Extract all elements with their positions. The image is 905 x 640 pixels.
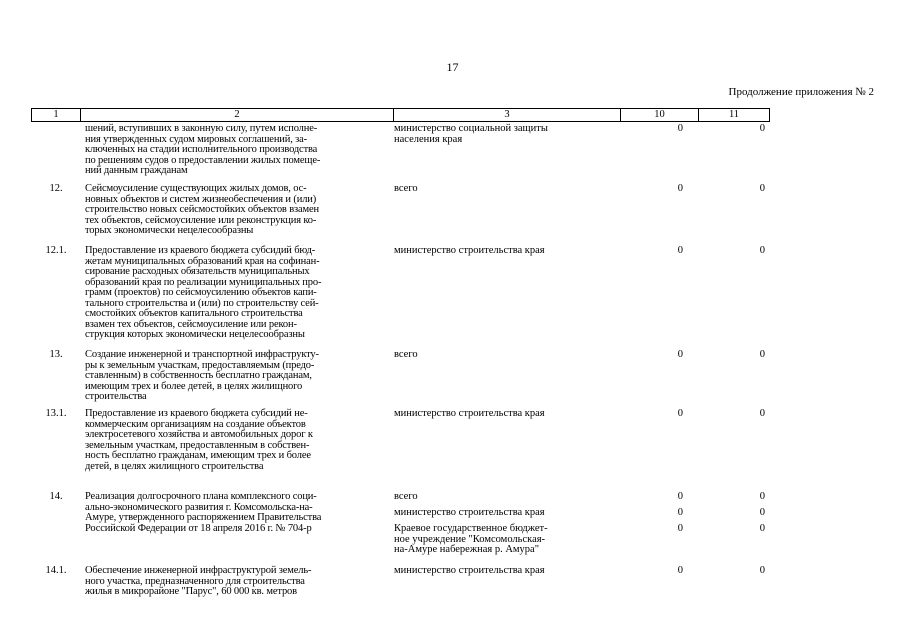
description-line: Предоставление из краевого бюджета субсидий бюд- [85,245,316,256]
description-line: Создание инженерной и транспортной инфраструкту- [85,349,319,360]
executor-line: министерство строительства края [394,245,545,256]
description-line: взамен тех объектов, сейсмоусиление или рекон- [85,318,297,330]
description-line: электросетевого хозяйства и автомобильных дорог к [85,429,313,440]
description-line: торых экономически нецелесообразны [85,225,254,236]
description-line: строительства [85,391,147,402]
description-line: ально-экономического развития г. Комсомольска-на- [85,501,313,513]
measure-description [85,492,385,534]
table-header [31,108,770,122]
executor-cell [394,246,594,257]
description-line: ключенных на стадии исполнительного производства [85,144,318,155]
measure-description [85,184,385,237]
value-col-10: 0 [677,245,683,256]
value-col-10: 0 [677,349,683,360]
description-line: ного участка, предназначенного для строительства [85,575,305,587]
description-line: шений, вступивших в законную силу, путем исполне- [85,123,318,134]
executor-line: Краевое государственное бюджет- [394,523,548,534]
header-col-11: 11 [728,109,740,120]
description-line: ставленным) в собственность бесплатно гражданам, [85,370,312,381]
description-line: по решениям судов о предоставлении жилых помеще- [85,154,321,166]
value-col-10: 0 [677,491,683,502]
description-line: коммерческим организациям на создание объектов [85,418,306,430]
description-line: земельным участкам, предоставленным в собствен- [85,439,310,451]
value-col-10: 0 [677,565,683,576]
header-col-2: 2 [81,109,394,121]
description-line: струкция которых экономически нецелесообразны [85,329,305,340]
description-line: Реализация долгосрочного плана комплексного соци- [85,491,317,502]
executor-line: населения края [394,133,463,145]
row-number: 14. [49,491,63,502]
description-line: новных объектов и систем жизнеобеспечения и (или) [85,193,317,205]
description-line: смостойких объектов капитального строительства [85,308,303,319]
executor-line: министерство социальной защиты [394,123,548,134]
value-col-10: 0 [677,507,683,518]
executor-cell [394,524,594,556]
value-col-11: 0 [759,245,765,256]
value-col-11: 0 [759,123,765,134]
description-line: образований края по реализации муниципальных про- [85,276,322,288]
executor-cell [394,566,594,577]
executor-cell [394,184,594,195]
executor-cell [394,508,594,519]
executor-cell [394,492,594,503]
description-line: ний данным гражданам [85,165,188,176]
description-line: Обеспечение инженерной инфраструктурой земель- [85,565,312,576]
measure-description [85,409,385,472]
description-line: Амуре, утвержденного распоряжением Правительства [85,512,322,523]
value-col-10: 0 [677,408,683,419]
executor-line: на-Амуре набережная р. Амура" [394,544,540,555]
description-line: Российской Федерации от 18 апреля 2016 г. № 704-р [85,522,312,534]
row-number: 13. [49,349,63,360]
description-line: жилья в микрорайоне "Парус", 60 000 кв. метров [85,586,297,597]
row-number: 12.1. [45,245,67,256]
value-col-11: 0 [759,349,765,360]
measure-description [85,124,385,177]
measure-description [85,566,385,598]
row-number: 14.1. [45,565,67,576]
value-col-11: 0 [759,491,765,502]
description-line: ры к земельным участкам, предоставляемым (предо- [85,359,315,371]
executor-cell [394,124,594,145]
description-line: Предоставление из краевого бюджета субсидий не- [85,408,308,419]
page-number: 17 [446,60,459,74]
header-col-1: 1 [32,109,81,121]
description-line: грамм (проектов) по сейсмоусилению объектов капи- [85,287,317,298]
executor-line: министерство строительства края [394,565,545,576]
description-line: сирование расходных обязательств муниципальных [85,266,310,277]
value-col-11: 0 [759,183,765,194]
description-line: тального строительства и (или) по строительству сей- [85,297,319,309]
description-line: Сейсмоусиление существующих жилых домов, ос- [85,183,307,194]
executor-cell [394,350,594,361]
value-col-11: 0 [759,507,765,518]
executor-line: ное учреждение "Комсомольская- [394,533,546,545]
description-line: ния утвержденных судом мировых соглашений, за- [85,133,308,145]
description-line: тех объектов, сейсмоусиление или реконструкция ко- [85,214,317,226]
value-col-10: 0 [677,523,683,534]
appendix-continuation-note: Продолжение приложения № 2 [728,86,874,98]
executor-line: всего [394,183,418,194]
description-line: ность бесплатно гражданам, имеющим трех и более [85,450,311,461]
executor-cell [394,409,594,420]
executor-line: всего [394,349,418,360]
measure-description [85,350,385,403]
executor-line: всего [394,491,418,502]
value-col-11: 0 [759,408,765,419]
value-col-10: 0 [677,183,683,194]
executor-line: министерство строительства края [394,408,545,419]
executor-line: министерство строительства края [394,507,545,518]
description-line: имеющим трех и более детей, в целях жилищного [85,380,303,392]
row-number: 13.1. [45,408,67,419]
row-number: 12. [49,183,63,194]
description-line: детей, в целях жилищного строительства [85,460,264,472]
description-line: жетам муниципальных образований края на софинан- [85,255,320,267]
value-col-11: 0 [759,523,765,534]
value-col-10: 0 [677,123,683,134]
header-col-3: 3 [394,109,621,121]
description-line: строительство новых сейсмостойких объектов взамен [85,204,320,215]
value-col-11: 0 [759,565,765,576]
measure-description [85,246,385,341]
header-col-10: 10 [621,109,699,121]
